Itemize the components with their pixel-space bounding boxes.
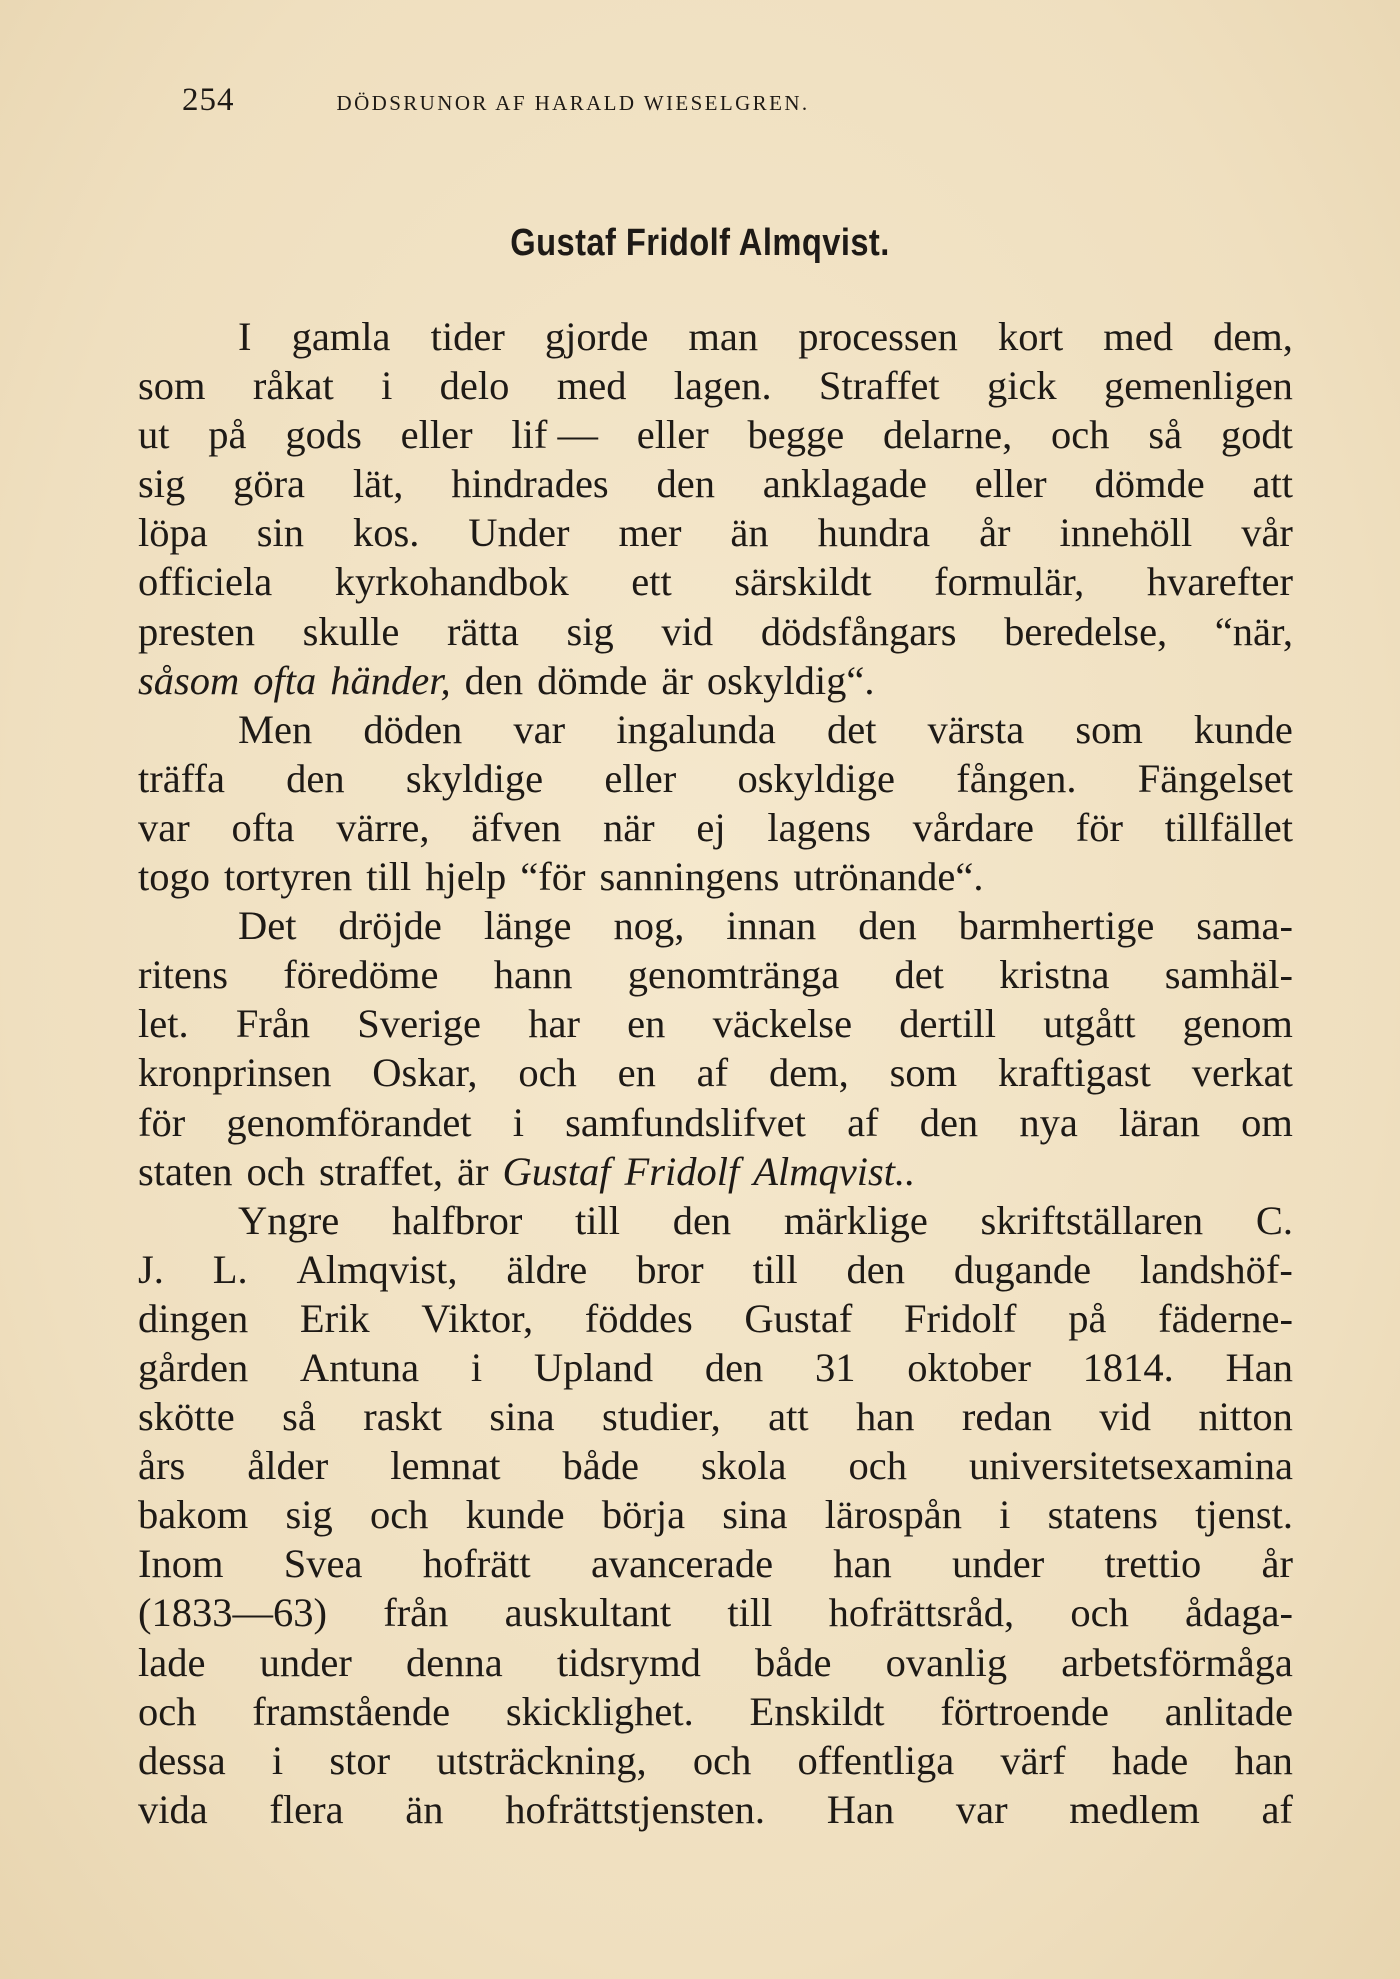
word: Fridolf — [624, 1148, 740, 1194]
word: den — [846, 1246, 905, 1292]
word: avancerade — [590, 1541, 774, 1587]
text-line — [138, 999, 1293, 1048]
text-line — [138, 1048, 1293, 1097]
word: dessa — [138, 1737, 226, 1783]
word: Almqvist.. — [753, 1148, 916, 1194]
word: universitetsexamina — [969, 1443, 1293, 1489]
text-line — [138, 1147, 1293, 1196]
word: eller — [636, 412, 709, 458]
word: är — [457, 1148, 489, 1194]
word: rätta — [446, 608, 519, 654]
word: kort — [997, 314, 1064, 359]
word: tillfället — [1164, 804, 1293, 850]
word: nya — [1019, 1099, 1078, 1145]
word: till — [727, 1590, 773, 1636]
text-line — [138, 1392, 1293, 1441]
word: ej — [696, 804, 726, 850]
word: fäderne- — [1158, 1295, 1293, 1341]
word: under — [259, 1639, 352, 1685]
word: kristna — [999, 952, 1110, 998]
word: sina — [722, 1492, 788, 1538]
word: börja — [601, 1492, 686, 1538]
word: till — [752, 1246, 798, 1292]
word: eller — [400, 412, 473, 458]
word: som — [1075, 706, 1143, 752]
text-line — [138, 901, 1293, 950]
text-line — [138, 1687, 1293, 1736]
word: väckelse — [712, 1001, 853, 1047]
word: af — [1261, 1786, 1293, 1832]
text-line — [138, 705, 1293, 754]
word: den — [672, 1197, 732, 1243]
word: läran — [1119, 1099, 1200, 1145]
text-line — [138, 1785, 1293, 1834]
word: togo — [138, 854, 211, 900]
word: hundra — [817, 510, 931, 556]
word: ofta — [253, 657, 317, 703]
word: Enskildt — [749, 1688, 885, 1734]
word: särskildt — [734, 559, 872, 605]
word: för — [138, 1099, 186, 1145]
word: värsta — [927, 706, 1025, 752]
word: J. — [138, 1246, 164, 1292]
text-line — [138, 950, 1293, 999]
running-header — [182, 82, 1052, 122]
word: utrönande“. — [793, 854, 984, 900]
word: auskultant — [504, 1590, 672, 1636]
text-line — [138, 410, 1293, 459]
word: dödsfångars — [760, 608, 957, 654]
word: den — [919, 1099, 979, 1145]
word: samfundslifvet — [565, 1099, 806, 1145]
word: Sverige — [357, 1001, 482, 1047]
word: “när, — [1214, 608, 1293, 654]
word: lärospån — [824, 1492, 962, 1538]
word: flera — [269, 1786, 344, 1832]
word: nitton — [1198, 1394, 1293, 1440]
word: kos. — [352, 510, 420, 556]
word: dömde — [1094, 461, 1205, 507]
word: lagens — [767, 804, 871, 850]
word: till — [575, 1197, 621, 1243]
word: presten — [138, 608, 255, 654]
word: den — [656, 461, 715, 507]
word: Antuna — [299, 1344, 420, 1390]
word: eller — [604, 755, 677, 801]
word: Viktor, — [421, 1295, 534, 1341]
word: vårdare — [912, 804, 1035, 850]
word: med — [556, 363, 627, 409]
word: lemnat — [390, 1443, 501, 1489]
word: landshöf- — [1139, 1246, 1293, 1292]
word: märklige — [783, 1197, 928, 1243]
word: skicklighet. — [505, 1688, 694, 1734]
word: års — [138, 1443, 186, 1489]
word: dugande — [953, 1246, 1092, 1292]
text-line — [138, 312, 1293, 361]
word: hann — [493, 952, 573, 998]
word: sig — [285, 1492, 333, 1538]
word: kunde — [1193, 706, 1293, 752]
chapter-title: Gustaf Fridolf Almqvist. — [510, 222, 890, 264]
word: som — [889, 1050, 958, 1096]
word: formulär, — [934, 559, 1085, 605]
word: år — [979, 510, 1011, 556]
word: halfbror — [391, 1197, 523, 1243]
text-line — [138, 754, 1293, 803]
text-line — [138, 656, 1293, 705]
word: dröjde — [338, 903, 442, 949]
word: att — [1252, 461, 1293, 507]
word: gods — [285, 412, 362, 458]
word: den — [858, 903, 917, 949]
word: man — [688, 314, 759, 359]
word: arbetsförmåga — [1061, 1639, 1293, 1685]
word: äldre — [506, 1246, 588, 1292]
word: under — [952, 1541, 1045, 1587]
word: Fridolf — [904, 1295, 1017, 1341]
text-line — [138, 803, 1293, 852]
word: Gustaf — [502, 1148, 611, 1194]
word: af — [696, 1050, 729, 1096]
word: hjelp — [425, 854, 507, 900]
word: processen — [798, 314, 958, 359]
word: officiela — [138, 559, 273, 605]
text-line — [138, 1539, 1293, 1588]
page-number: 254 — [182, 82, 235, 118]
word: ovanlig — [885, 1639, 1008, 1685]
text-line — [138, 1294, 1293, 1343]
word: har — [528, 1001, 580, 1047]
word: Upland — [533, 1344, 654, 1390]
word: råkat — [252, 363, 334, 409]
word: C. — [1255, 1197, 1293, 1243]
word: förtroende — [940, 1688, 1109, 1734]
text-line — [138, 1638, 1293, 1687]
word: en — [617, 1050, 656, 1096]
word: delo — [439, 363, 510, 409]
word: är — [661, 657, 693, 703]
word: dem, — [768, 1050, 849, 1096]
word: i — [271, 1737, 284, 1783]
word: anlitade — [1164, 1688, 1293, 1734]
word: var — [138, 804, 190, 850]
word: nog, — [613, 903, 685, 949]
word: ofta — [231, 804, 295, 850]
word: redan — [961, 1394, 1052, 1440]
word: Gustaf — [744, 1295, 853, 1341]
word: tider — [430, 314, 505, 359]
word: kronprinsen — [138, 1050, 332, 1096]
word: med — [1103, 314, 1173, 359]
word: gamla — [291, 314, 391, 359]
word: Från — [235, 1001, 311, 1047]
word: hade — [1111, 1737, 1189, 1783]
text-line — [138, 1245, 1293, 1294]
word: genomtränga — [627, 952, 840, 998]
text-line — [138, 557, 1293, 606]
word: vida — [138, 1786, 208, 1832]
word: när — [602, 804, 655, 850]
word: gemenligen — [1104, 363, 1293, 409]
word: Han — [1225, 1344, 1293, 1390]
word: träffa — [138, 755, 225, 801]
text-line — [138, 1098, 1293, 1147]
word: i — [512, 1099, 524, 1145]
word: sig — [138, 461, 186, 507]
word: den — [286, 755, 345, 801]
word: 31 — [815, 1344, 856, 1390]
word: bakom — [138, 1492, 249, 1538]
word: oskyldige — [737, 755, 895, 801]
word: stor — [329, 1737, 391, 1783]
word: oskyldig“. — [706, 657, 875, 703]
text-line — [138, 361, 1293, 410]
word: studier, — [602, 1394, 721, 1440]
word: Yngre — [238, 1197, 340, 1243]
word: Men — [238, 706, 313, 752]
word: let. — [138, 1001, 189, 1047]
word: han — [833, 1541, 892, 1587]
word: år — [1261, 1541, 1293, 1587]
word: skyldige — [405, 755, 544, 801]
word: staten — [138, 1148, 233, 1194]
word: utsträckning, — [436, 1737, 647, 1783]
text-line — [138, 508, 1293, 557]
word: och — [246, 1148, 305, 1194]
word: föddes — [584, 1295, 693, 1341]
word: innan — [726, 903, 817, 949]
word: I — [238, 314, 252, 359]
word: godt — [1220, 412, 1293, 458]
word: Oskar, — [372, 1050, 478, 1096]
word: dem, — [1213, 314, 1293, 359]
word: och — [1070, 1590, 1129, 1636]
text-line — [138, 1196, 1293, 1245]
word: att — [768, 1394, 809, 1440]
word: i — [470, 1344, 483, 1390]
word: “för — [520, 854, 586, 900]
word: ingalunda — [616, 706, 776, 752]
word: tortyren — [224, 854, 353, 900]
word: Straffet — [818, 363, 940, 409]
word: skriftställaren — [980, 1197, 1204, 1243]
word: lif — — [511, 412, 598, 458]
word: ut — [138, 412, 170, 458]
word: dömde — [537, 657, 648, 703]
word: var — [513, 706, 566, 752]
word: offentliga — [797, 1737, 955, 1783]
word: såsom — [138, 657, 240, 703]
word: länge — [483, 903, 572, 949]
word: af — [847, 1099, 879, 1145]
word: hofrätt — [422, 1541, 531, 1587]
word: löpa — [138, 510, 208, 556]
word: genomförandet — [226, 1099, 472, 1145]
word: tjenst. — [1195, 1492, 1293, 1538]
word: var — [955, 1786, 1008, 1832]
word: Fängelset — [1137, 755, 1293, 801]
word: han — [1234, 1737, 1293, 1783]
word: kraftigast — [997, 1050, 1151, 1096]
word: genom — [1182, 1001, 1293, 1047]
word: Erik — [299, 1295, 370, 1341]
word: dingen — [138, 1295, 249, 1341]
word: han — [856, 1394, 915, 1440]
word: raskt — [363, 1394, 443, 1440]
word: sanningens — [599, 854, 780, 900]
word: än — [405, 1786, 444, 1832]
word: utgått — [1043, 1001, 1136, 1047]
word: ett — [631, 559, 672, 605]
word: till — [366, 854, 412, 900]
word: om — [1241, 1099, 1293, 1145]
word: gick — [986, 363, 1057, 409]
word: L. — [212, 1246, 248, 1292]
word: tidsrymd — [556, 1639, 701, 1685]
text-line — [138, 1490, 1293, 1539]
word: hofrättsråd, — [828, 1590, 1015, 1636]
word: värf — [1000, 1737, 1066, 1783]
word: lade — [138, 1639, 206, 1685]
word: hofrättstjensten. — [505, 1786, 766, 1832]
text-line — [138, 1736, 1293, 1785]
word: hindrades — [451, 461, 609, 507]
word: ritens — [138, 952, 228, 998]
word: eller — [974, 461, 1047, 507]
word: beredelse, — [1004, 608, 1168, 654]
word: göra — [233, 461, 306, 507]
word: innehöll — [1059, 510, 1193, 556]
word: begge — [747, 412, 845, 458]
word: fången. — [956, 755, 1077, 801]
word: den — [464, 657, 524, 703]
word: och — [518, 1050, 577, 1096]
word: både — [755, 1639, 832, 1685]
word: och — [369, 1492, 429, 1538]
word: äfven — [471, 804, 562, 850]
word: medlem — [1069, 1786, 1200, 1832]
word: lagen. — [673, 363, 772, 409]
word: både — [562, 1443, 639, 1489]
word: delarne, — [882, 412, 1013, 458]
word: gården — [138, 1344, 249, 1390]
word: en — [627, 1001, 666, 1047]
running-title: DÖDSRUNOR AF HARALD WIESELGREN. — [336, 91, 810, 115]
word: framstående — [252, 1688, 451, 1734]
word: Han — [826, 1786, 895, 1832]
word: på — [1068, 1295, 1107, 1341]
word: den — [704, 1344, 764, 1390]
word: Det — [238, 903, 297, 949]
word: det — [894, 952, 944, 998]
word: trettio — [1104, 1541, 1202, 1587]
text-line — [138, 607, 1293, 656]
word: vid — [661, 608, 714, 654]
word: det — [826, 706, 877, 752]
word: barmhertige — [958, 903, 1155, 949]
word: Almqvist, — [296, 1246, 458, 1292]
word: som — [138, 363, 206, 409]
word: Under — [468, 510, 570, 556]
word: sin — [256, 510, 304, 556]
word: oktober — [907, 1344, 1031, 1390]
word: straffet, — [318, 1148, 444, 1194]
word: lät, — [352, 461, 404, 507]
word: verkat — [1191, 1050, 1293, 1096]
word: anklagade — [762, 461, 927, 507]
word: skötte — [138, 1394, 235, 1440]
word: för — [1075, 804, 1124, 850]
word: och — [1051, 412, 1110, 458]
word: från — [383, 1590, 449, 1636]
word: döden — [363, 706, 463, 752]
word: i — [381, 363, 393, 409]
word: samhäl- — [1164, 952, 1293, 998]
text-line — [138, 1441, 1293, 1490]
word: på — [208, 412, 247, 458]
word: dertill — [899, 1001, 996, 1047]
word: ådaga- — [1185, 1590, 1293, 1636]
word: sama- — [1196, 903, 1293, 949]
word: och — [138, 1688, 197, 1734]
word: (1833—63) — [138, 1590, 327, 1636]
word: vid — [1099, 1394, 1152, 1440]
word: så — [1148, 412, 1183, 458]
text-line — [138, 852, 1293, 901]
word: värre, — [336, 804, 430, 850]
text-line — [138, 1343, 1293, 1392]
word: och — [848, 1443, 907, 1489]
word: i — [999, 1492, 1011, 1538]
word: än — [730, 510, 769, 556]
word: kunde — [465, 1492, 565, 1538]
word: vår — [1241, 510, 1293, 556]
word: ålder — [247, 1443, 329, 1489]
word: statens — [1047, 1492, 1158, 1538]
text-line — [138, 459, 1293, 508]
word: sig — [566, 608, 614, 654]
word: så — [282, 1394, 316, 1440]
body-text — [138, 312, 1293, 1834]
word: 1814. — [1082, 1344, 1174, 1390]
word: denna — [406, 1639, 503, 1685]
word: föredöme — [283, 952, 439, 998]
word: skola — [700, 1443, 787, 1489]
word: gjorde — [544, 314, 649, 359]
word: och — [692, 1737, 752, 1783]
word: kyrkohandbok — [334, 559, 569, 605]
word: sina — [489, 1394, 555, 1440]
word: Svea — [283, 1541, 363, 1587]
word: skulle — [302, 608, 400, 654]
word: händer, — [330, 657, 451, 703]
word: mer — [618, 510, 682, 556]
text-line — [138, 1588, 1293, 1637]
word: hvarefter — [1146, 559, 1293, 605]
word: bror — [636, 1246, 704, 1292]
word: Inom — [138, 1541, 224, 1587]
